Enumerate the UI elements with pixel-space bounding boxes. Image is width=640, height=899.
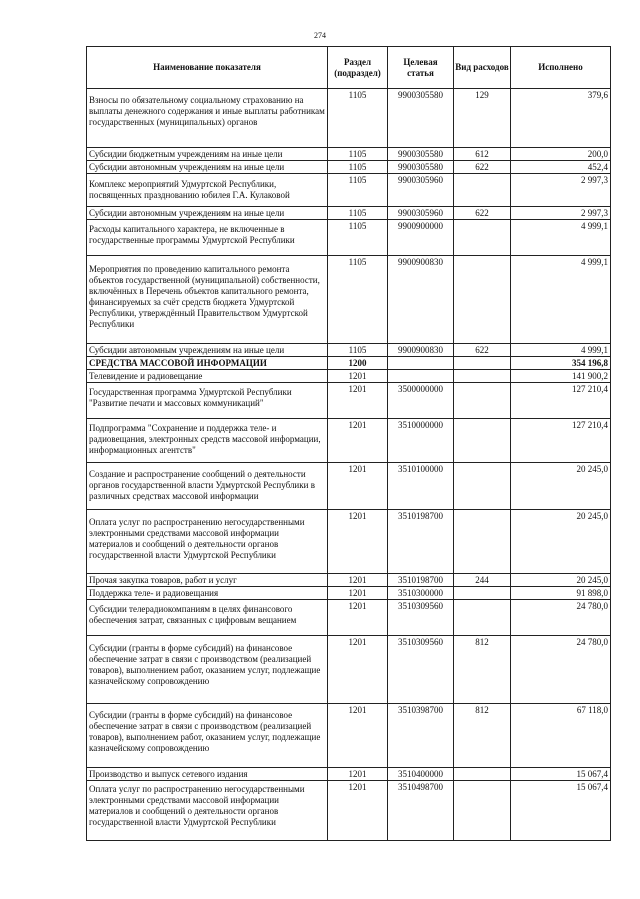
row-expense-type: [454, 220, 511, 256]
row-target: 9900305580: [388, 89, 454, 148]
row-target: 3510498700: [388, 781, 454, 841]
row-target: 3510300000: [388, 587, 454, 600]
row-target: 9900305960: [388, 207, 454, 220]
row-expense-type: 612: [454, 148, 511, 161]
row-value: 20 245,0: [511, 463, 611, 510]
row-name: Мероприятия по проведению капитального ремонта объектов государственной (муниципальной) собственности, включённых в Перечень объектов капитального ремонта, финансируемых за счёт средств бюджета Удмуртской Республики, утверждённый Правительством Удмуртской Республики: [87, 256, 328, 344]
row-value: 2 997,3: [511, 174, 611, 207]
row-target: 9900900000: [388, 220, 454, 256]
row-value: 91 898,0: [511, 587, 611, 600]
row-section: 1201: [328, 587, 388, 600]
row-name: Комплекс мероприятий Удмуртской Республики, посвященных празднованию юбилея Г.А. Кулаковой: [87, 174, 328, 207]
row-expense-type: [454, 768, 511, 781]
row-target: 3510398700: [388, 704, 454, 768]
row-target: 3510400000: [388, 768, 454, 781]
row-name: Субсидии бюджетным учреждениям на иные цели: [87, 148, 328, 161]
row-section: 1105: [328, 89, 388, 148]
row-section: 1105: [328, 207, 388, 220]
row-expense-type: 129: [454, 89, 511, 148]
row-value: 200,0: [511, 148, 611, 161]
row-expense-type: 812: [454, 704, 511, 768]
row-name: Субсидии (гранты в форме субсидий) на финансовое обеспечение затрат в связи с производством (реализацией товаров), выполнением работ, оказанием услуг, подлежащие казначейскому сопровождению: [87, 636, 328, 704]
row-section: 1201: [328, 383, 388, 419]
row-section: 1201: [328, 419, 388, 463]
row-value: 379,6: [511, 89, 611, 148]
row-name: Создание и распространение сообщений о деятельности органов государственной власти Удмуртской Республики в различных средствах массовой информации: [87, 463, 328, 510]
row-section: 1105: [328, 148, 388, 161]
row-target: 3500000000: [388, 383, 454, 419]
row-section: 1201: [328, 636, 388, 704]
header-section: Раздел (подраздел): [328, 47, 388, 89]
row-value: 141 900,2: [511, 370, 611, 383]
table-header-row: [87, 47, 611, 89]
table-row: [87, 587, 611, 600]
row-value: 2 997,3: [511, 207, 611, 220]
row-target: 3510198700: [388, 510, 454, 574]
row-value: 20 245,0: [511, 574, 611, 587]
row-value: 15 067,4: [511, 781, 611, 841]
row-name: Производство и выпуск сетевого издания: [87, 768, 328, 781]
row-name: Субсидии автономным учреждениям на иные цели: [87, 161, 328, 174]
table-row: [87, 781, 611, 841]
table-row: [87, 600, 611, 636]
row-name: Субсидии (гранты в форме субсидий) на финансовое обеспечение затрат в связи с производством (реализацией товаров), выполнением работ, оказанием услуг, подлежащие казначейскому сопровождению: [87, 704, 328, 768]
row-section: 1105: [328, 344, 388, 357]
table-row: [87, 256, 611, 344]
row-name: Прочая закупка товаров, работ и услуг: [87, 574, 328, 587]
table-row: [87, 174, 611, 207]
row-target: [388, 370, 454, 383]
row-section: 1201: [328, 600, 388, 636]
row-expense-type: 622: [454, 207, 511, 220]
row-expense-type: [454, 510, 511, 574]
row-section: 1201: [328, 768, 388, 781]
table-row: [87, 220, 611, 256]
row-name: Субсидии телерадиокомпаниям в целях финансового обеспечения затрат, связанных с цифровым вещанием: [87, 600, 328, 636]
row-value: 4 999,1: [511, 220, 611, 256]
row-value: 24 780,0: [511, 600, 611, 636]
row-section: 1105: [328, 220, 388, 256]
row-name: Расходы капитального характера, не включенные в государственные программы Удмуртской Республики: [87, 220, 328, 256]
header-expense-type: Вид расходов: [454, 47, 511, 89]
row-target: 9900900830: [388, 344, 454, 357]
row-expense-type: [454, 587, 511, 600]
table-row: [87, 636, 611, 704]
table-row: [87, 419, 611, 463]
table-row: [87, 344, 611, 357]
row-expense-type: [454, 463, 511, 510]
row-section: 1105: [328, 256, 388, 344]
row-target: 3510000000: [388, 419, 454, 463]
row-expense-type: [454, 370, 511, 383]
row-value: 15 067,4: [511, 768, 611, 781]
row-expense-type: 622: [454, 344, 511, 357]
page-number: 274: [314, 31, 326, 40]
row-target: 9900305580: [388, 148, 454, 161]
row-expense-type: 244: [454, 574, 511, 587]
row-name: Поддержка теле- и радиовещания: [87, 587, 328, 600]
row-value: 127 210,4: [511, 419, 611, 463]
table-row: [87, 207, 611, 220]
row-target: 3510309560: [388, 636, 454, 704]
row-target: 9900900830: [388, 256, 454, 344]
row-value: 354 196,8: [511, 357, 611, 370]
row-section: 1200: [328, 357, 388, 370]
row-target: 9900305960: [388, 174, 454, 207]
table-row: [87, 357, 611, 370]
row-expense-type: [454, 781, 511, 841]
row-section: 1201: [328, 704, 388, 768]
row-expense-type: [454, 256, 511, 344]
row-value: 24 780,0: [511, 636, 611, 704]
table-row: [87, 89, 611, 148]
row-expense-type: [454, 174, 511, 207]
row-name: Оплата услуг по распространению негосударственными электронными средствами массовой информации материалов и сообщений о деятельности органов государственной власти Удмуртской Республики: [87, 781, 328, 841]
row-expense-type: 812: [454, 636, 511, 704]
table-row: [87, 510, 611, 574]
row-name: Субсидии автономным учреждениям на иные цели: [87, 207, 328, 220]
row-name: Государственная программа Удмуртской Республики "Развитие печати и массовых коммуникаций": [87, 383, 328, 419]
row-name: Телевидение и радиовещание: [87, 370, 328, 383]
row-name: Субсидии автономным учреждениям на иные цели: [87, 344, 328, 357]
row-section: 1201: [328, 463, 388, 510]
table-row: [87, 463, 611, 510]
table-row: [87, 383, 611, 419]
row-target: 9900305580: [388, 161, 454, 174]
row-expense-type: [454, 357, 511, 370]
header-target: Целевая статья: [388, 47, 454, 89]
table-row: [87, 574, 611, 587]
row-section: 1105: [328, 161, 388, 174]
budget-table: [86, 46, 611, 841]
row-expense-type: 622: [454, 161, 511, 174]
row-value: 4 999,1: [511, 344, 611, 357]
row-name: Оплата услуг по распространению негосударственными электронными средствами массовой информации материалов и сообщений о деятельности органов государственной власти Удмуртской Республики: [87, 510, 328, 574]
row-name: Взносы по обязательному социальному страхованию на выплаты денежного содержания и иные выплаты работникам государственных (муниципальных) органов: [87, 89, 328, 148]
row-name: Подпрограмма "Сохранение и поддержка теле- и радиовещания, электронных средств массовой информации, информационных агентств": [87, 419, 328, 463]
row-expense-type: [454, 600, 511, 636]
table-row: [87, 704, 611, 768]
table-row: [87, 148, 611, 161]
row-value: 452,4: [511, 161, 611, 174]
row-value: 4 999,1: [511, 256, 611, 344]
row-section: 1105: [328, 174, 388, 207]
table-row: [87, 370, 611, 383]
table-row: [87, 161, 611, 174]
row-section: 1201: [328, 781, 388, 841]
row-name: СРЕДСТВА МАССОВОЙ ИНФОРМАЦИИ: [87, 357, 328, 370]
row-value: 67 118,0: [511, 704, 611, 768]
header-name: Наименование показателя: [87, 47, 328, 89]
header-executed: Исполнено: [511, 47, 611, 89]
row-value: 20 245,0: [511, 510, 611, 574]
row-section: 1201: [328, 574, 388, 587]
row-section: 1201: [328, 510, 388, 574]
row-section: 1201: [328, 370, 388, 383]
row-expense-type: [454, 383, 511, 419]
row-expense-type: [454, 419, 511, 463]
table-row: [87, 768, 611, 781]
row-target: 3510198700: [388, 574, 454, 587]
row-target: [388, 357, 454, 370]
row-value: 127 210,4: [511, 383, 611, 419]
row-target: 3510100000: [388, 463, 454, 510]
row-target: 3510309560: [388, 600, 454, 636]
